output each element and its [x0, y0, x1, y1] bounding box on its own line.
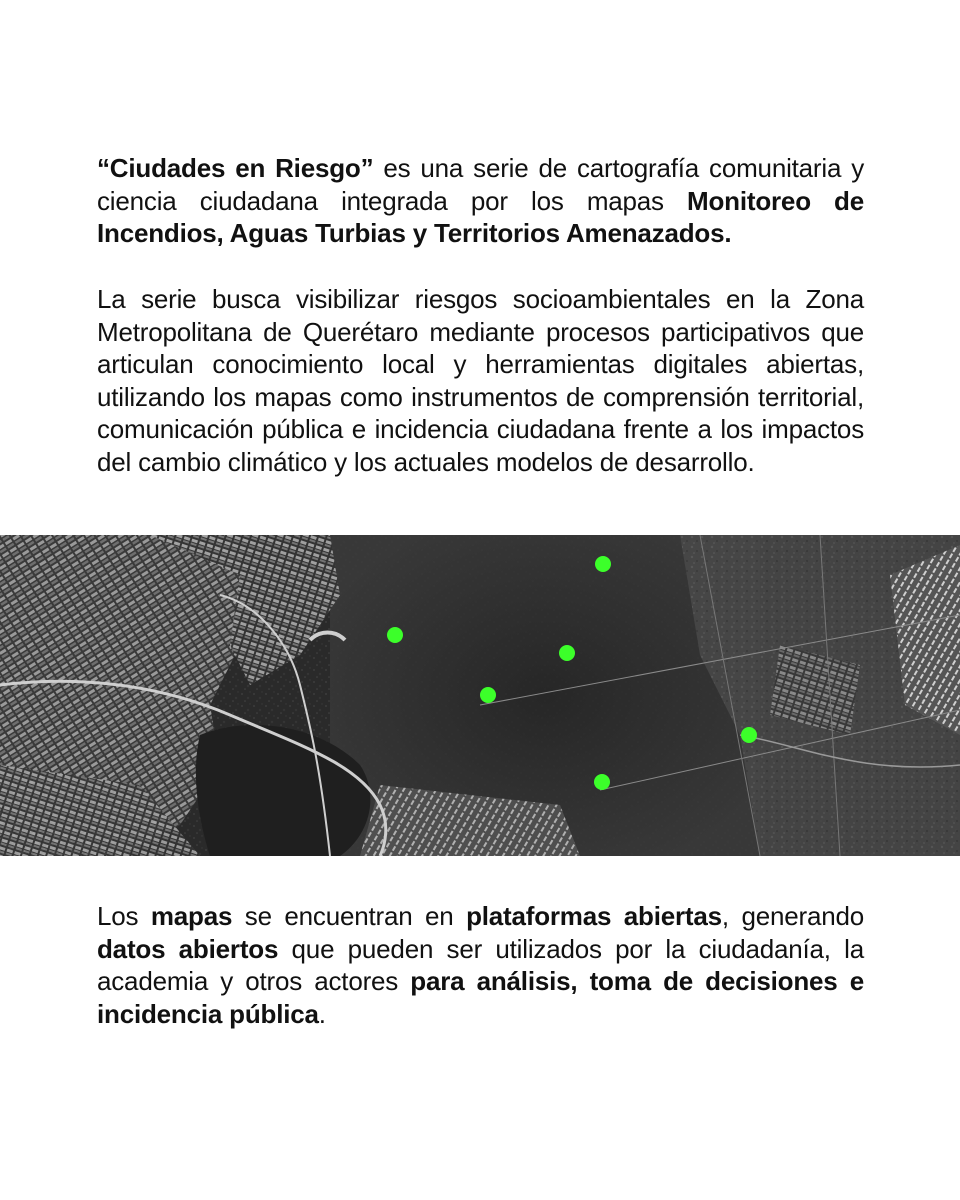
series-text: La serie busca visibilizar riesgos socioambientales en la Zona Metropolitana de Querétaro mediante procesos participativos que articulan conocimiento local y herramientas digitales abiertas, utilizando los mapas como instrumentos de comprensión territorial, comunicación pública e incidencia ciudadana frente a los impactos del cambio climático y los actuales modelos de desarrollo. [97, 284, 864, 477]
maps-list: Monitoreo de Incendios, Aguas Turbias y Territorios Amenazados. [97, 185, 864, 248]
marker-point[interactable] [480, 687, 496, 703]
platforms-paragraph [97, 900, 864, 1030]
marker-point[interactable] [559, 645, 575, 661]
marker-point[interactable] [387, 627, 403, 643]
platforms-bold-open-data: datos abiertos [97, 933, 279, 964]
marker-point[interactable] [594, 774, 610, 790]
intro-paragraph [97, 152, 864, 250]
platforms-bold-maps: mapas [150, 901, 233, 931]
marker-point[interactable] [595, 556, 611, 572]
marker-point[interactable] [741, 727, 757, 743]
series-title: “Ciudades en Riesgo” [97, 153, 374, 183]
satellite-map-image [0, 535, 960, 856]
platforms-bold-open-platforms: plataformas abiertas [466, 901, 722, 931]
platforms-text-1: Los [97, 901, 151, 931]
map-graphic [0, 535, 960, 856]
series-paragraph [97, 283, 864, 478]
platforms-text-5: . [318, 998, 326, 1029]
platforms-text-3: , generando [721, 901, 865, 931]
intro-text: es una serie de cartografía comunitaria y ciencia ciudadana integrada por los mapas [97, 153, 865, 216]
platforms-bold-analysis: para análisis, toma de decisiones e incidencia pública [97, 966, 865, 1029]
platforms-text-4: que pueden ser utilizados por la ciudadanía, la academia y otros actores [97, 933, 864, 996]
platforms-text-2: se encuentran en [232, 901, 467, 931]
